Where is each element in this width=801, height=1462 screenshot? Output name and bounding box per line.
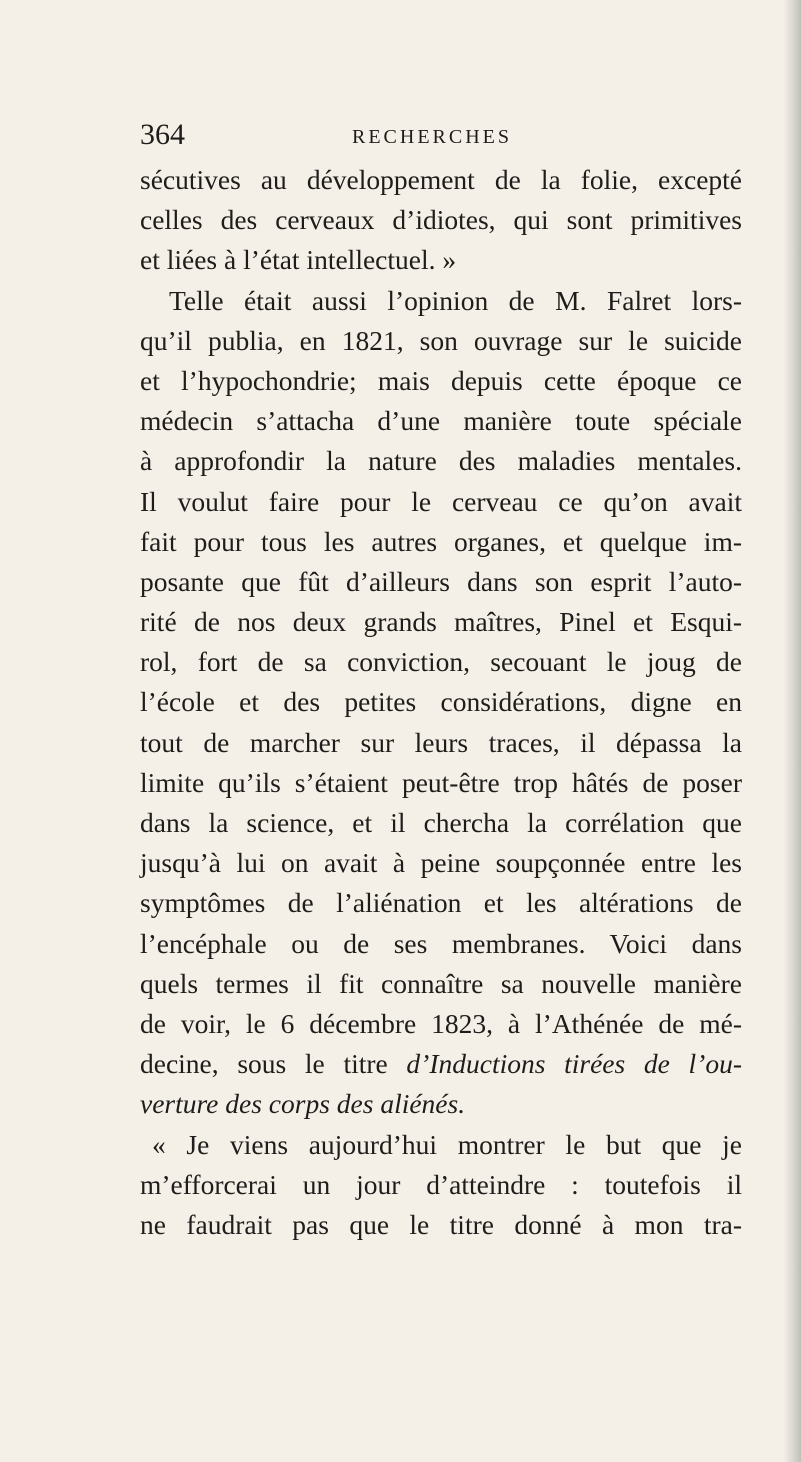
text-segment: l’encéphale ou de ses membranes. Voici dans — [140, 927, 742, 959]
text-segment: ne faudrait pas que le titre donné à mon tra- — [140, 1208, 742, 1240]
text-line-12 — [140, 602, 742, 642]
text-line-4 — [140, 281, 742, 321]
text-line-7 — [140, 401, 742, 441]
text-line-14 — [140, 682, 742, 722]
italic-text-segment: d’Inductions tirées de l’ou- — [406, 1048, 742, 1080]
text-segment: tout de marcher sur leurs traces, il dépassa la — [140, 726, 742, 758]
text-segment: celles des cerveaux d’idiotes, qui sont primitives — [140, 204, 742, 236]
text-segment: « Je viens aujourd’hui montrer le but que je — [152, 1128, 742, 1160]
text-line-5 — [140, 321, 742, 361]
text-line-26 — [140, 1165, 742, 1205]
text-segment: m’efforcerai un jour d’atteindre : toutefois il — [140, 1168, 742, 1200]
text-line-2 — [140, 200, 742, 240]
text-line-11 — [140, 562, 742, 602]
text-segment: jusqu’à lui on avait à peine soupçonnée entre les — [140, 847, 742, 879]
text-line-19 — [140, 883, 742, 923]
text-line-6 — [140, 361, 742, 401]
text-segment: limite qu’ils s’étaient peut-être trop hâtés de poser — [140, 766, 742, 798]
text-line-27 — [140, 1205, 742, 1245]
text-segment: et l’hypochondrie; mais depuis cette époque ce — [140, 364, 742, 396]
text-segment: Telle était aussi l’opinion de M. Falret lors- — [169, 284, 742, 316]
text-segment: l’école et des petites considérations, digne en — [140, 686, 742, 718]
text-line-9 — [140, 482, 742, 522]
text-segment: dans la science, et il chercha la corrélation que — [140, 807, 742, 838]
text-segment: symptômes de l’aliénation et les altérations de — [140, 887, 742, 919]
text-segment: de voir, le 6 décembre 1823, à l’Athénée de mé- — [140, 1007, 742, 1039]
text-segment: quels termes il fit connaître sa nouvelle manière — [140, 967, 742, 999]
page-header — [140, 118, 740, 166]
page-edge-shadow — [783, 0, 801, 1462]
text-segment: Il voulut faire pour le cerveau ce qu’on avait — [140, 485, 742, 517]
text-line-15 — [140, 723, 742, 763]
text-line-20 — [140, 924, 742, 964]
body-text — [140, 160, 742, 1245]
text-line-24 — [140, 1084, 742, 1124]
text-line-10 — [140, 522, 742, 562]
text-segment: fait pour tous les autres organes, et quelque im- — [140, 525, 742, 557]
text-line-8 — [140, 441, 742, 481]
page-number: 364 — [140, 118, 185, 151]
italic-text-segment: verture des corps des aliénés. — [140, 1088, 466, 1120]
text-segment: et liées à l’état intellectuel. » — [140, 244, 457, 276]
text-line-21 — [140, 964, 742, 1004]
text-line-13 — [140, 642, 742, 682]
text-line-23 — [140, 1044, 742, 1084]
text-segment: qu’il publia, en 1821, son ouvrage sur le suicide — [140, 324, 742, 356]
text-line-25 — [140, 1125, 742, 1165]
text-segment: rol, fort de sa conviction, secouant le joug de — [140, 646, 742, 678]
text-line-18 — [140, 843, 742, 883]
running-head: RECHERCHES — [352, 126, 513, 148]
text-line-17 — [140, 803, 742, 843]
text-line-22 — [140, 1004, 742, 1044]
text-segment: rité de nos deux grands maîtres, Pinel et Esqui- — [140, 606, 742, 638]
text-segment: decine, sous le titre — [140, 1048, 407, 1080]
text-segment: médecin s’attacha d’une manière toute spéciale — [140, 405, 742, 437]
text-line-16 — [140, 763, 742, 803]
text-segment: sécutives au développement de la folie, excepté — [140, 164, 742, 195]
text-segment: posante que fût d’ailleurs dans son esprit l’auto- — [140, 565, 742, 597]
text-line-3 — [140, 240, 742, 280]
text-segment: à approfondir la nature des maladies mentales. — [140, 445, 742, 477]
text-line-1 — [140, 160, 742, 200]
